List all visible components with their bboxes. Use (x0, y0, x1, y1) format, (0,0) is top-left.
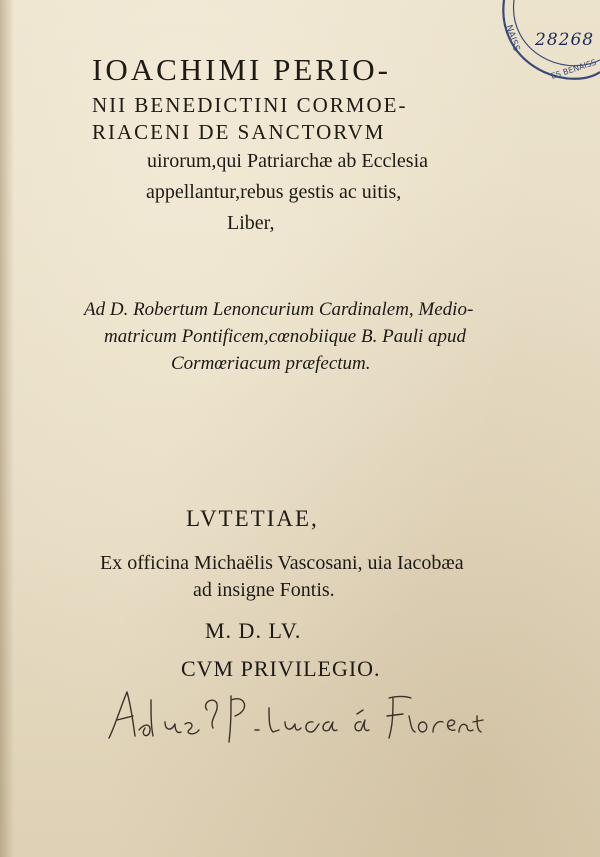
title-line-5: appellantur,rebus gestis ac uitis, (146, 181, 402, 203)
title-line-6: Liber, (227, 212, 275, 234)
imprint-year: M. D. LV. (205, 618, 302, 643)
page-gutter-shadow (0, 0, 14, 857)
svg-text:NAISS: NAISS (503, 23, 521, 53)
printer-line-2: ad insigne Fontis. (193, 579, 335, 601)
dedication-line-1: Ad D. Robertum Lenoncurium Cardinalem, Medio- (84, 299, 474, 320)
title-line-3: RIACENI DE SANCTORVM (92, 120, 386, 144)
title-line-2: NII BENEDICTINI CORMOE- (92, 93, 408, 117)
shelf-number: 28268 (535, 30, 595, 50)
title-line-4: uirorum,qui Patriarchæ ab Ecclesia (147, 150, 429, 172)
title-line-1: IOACHIMI PERIO- (92, 52, 392, 87)
dedication-line-2: matricum Pontificem,cœnobiique B. Pauli apud (104, 326, 467, 347)
handwritten-inscription-icon (105, 686, 485, 746)
svg-text:ES BENAISS: ES BENAISS (549, 57, 598, 81)
imprint-place: LVTETIAE, (186, 506, 319, 531)
privilege-line: CVM PRIVILEGIO. (181, 656, 381, 681)
dedication-line-3: Cormœriacum præfectum. (171, 353, 371, 374)
printer-line-1: Ex officina Michaëlis Vascosani, uia Iacobæa (100, 552, 464, 574)
